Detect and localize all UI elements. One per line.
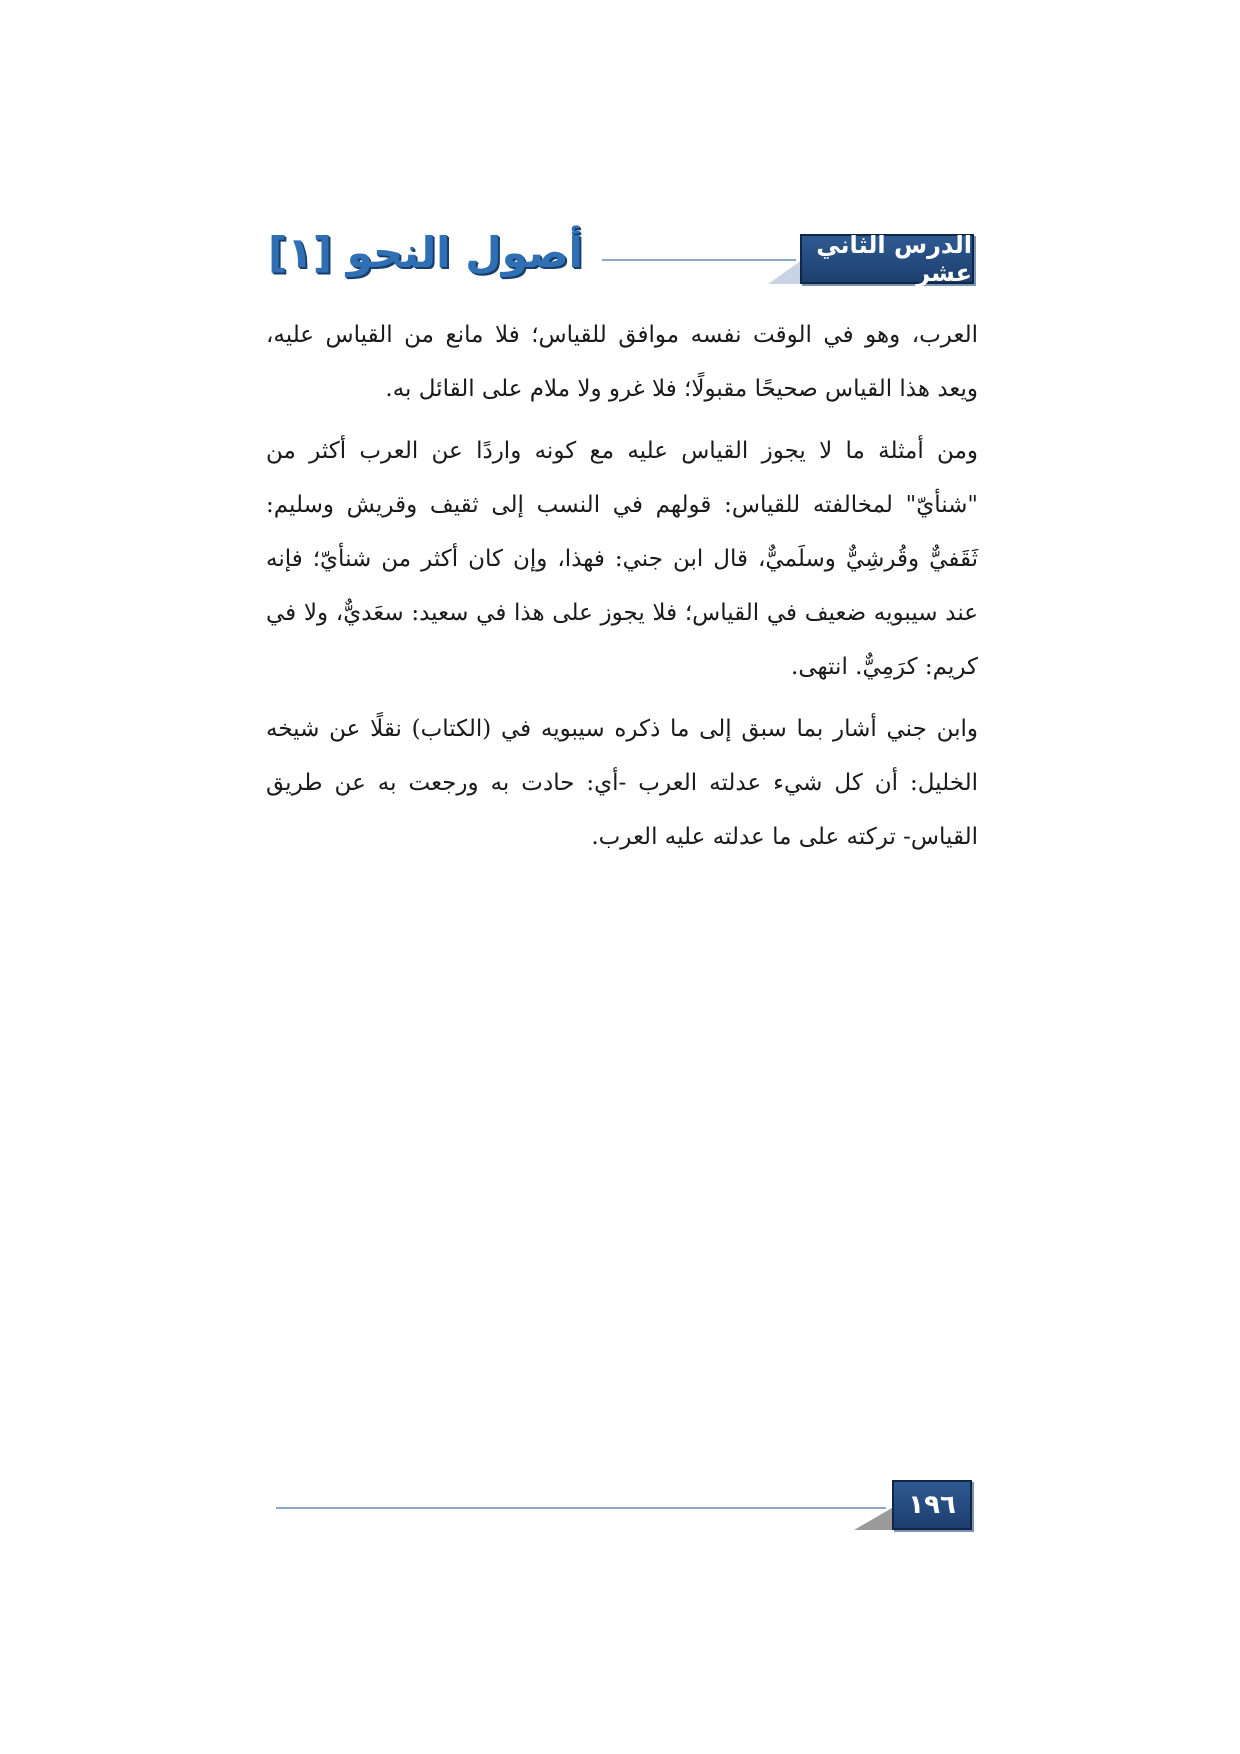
footer-badge-wedge: [854, 1508, 892, 1530]
page-footer: [276, 1480, 972, 1532]
book-title: أصول النحو [١]: [268, 228, 583, 277]
page-number: ١٩٦: [908, 1490, 956, 1520]
paragraph-1: العرب، وهو في الوقت نفسه موافق للقياس؛ فلا مانع من القياس عليه، ويعد هذا القياس صحيحًا مقبولًا؛ فلا غرو ولا ملام على القائل به.: [266, 322, 978, 402]
lesson-label: الدرس الثاني عشر: [816, 231, 972, 287]
paragraph-3: وابن جني أشار بما سبق إلى ما ذكره سيبويه في (الكتاب) نقلًا عن شيخه الخليل: أن كل شيء عدلته العرب -أي: حادت به ورجعت به عن طريق القياس- تركته على ما عدلته عليه العرب.: [266, 716, 978, 850]
header-divider: [602, 259, 796, 261]
page-number-badge: [892, 1480, 972, 1530]
page-header: [268, 228, 974, 288]
header-badge-wedge: [768, 260, 802, 284]
lesson-badge: [800, 231, 974, 287]
paragraph-2: ومن أمثلة ما لا يجوز القياس عليه مع كونه واردًا عن العرب أكثر من "شنأيّ" لمخالفته للقياس: قولهم في النسب إلى ثقيف وقريش وسليم: ثَقَفيٌّ وقُرشِيٌّ وسلَميٌّ، قال ابن جني: فهذا، وإن كان أكثر من شنأيّ؛ فإنه عند سيبويه ضعيف في القياس؛ فلا يجوز على هذا في سعيد: سعَديٌّ، ولا في كريم: كرَمِيٌّ. انتهى.: [266, 438, 978, 680]
footer-divider: [276, 1507, 886, 1509]
page-body: [266, 308, 978, 872]
